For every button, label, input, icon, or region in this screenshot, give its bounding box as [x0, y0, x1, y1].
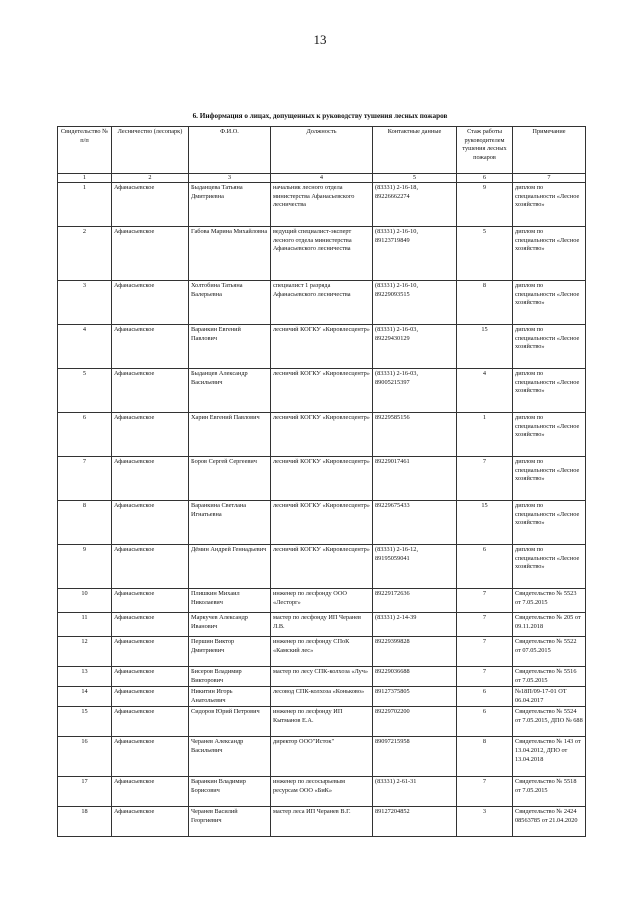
- table-row: [58, 227, 586, 281]
- position-cell: лесничий КОГКУ «Кировлесцентр»: [271, 457, 373, 501]
- row-number: 11: [58, 613, 112, 637]
- name-cell: Варанкин Владимир Борисович: [189, 777, 271, 807]
- name-cell: Холтобина Татьяна Валерьевна: [189, 281, 271, 325]
- position-cell: лесничий КОГКУ «Кировлесцентр»: [271, 325, 373, 369]
- note-cell: Свидетельство № 5522 от 07.05.2015: [513, 637, 586, 667]
- position-cell: инженер по лесосырьевым ресурсам ООО «БиК»: [271, 777, 373, 807]
- column-number: 7: [513, 174, 586, 183]
- position-cell: мастер по лесу СПК-колхоза «Луч»: [271, 667, 373, 687]
- position-cell: мастер леса ИП Черанев В.Г.: [271, 807, 373, 837]
- forestry-cell: Афанасьевское: [112, 369, 189, 413]
- name-cell: Габова Марина Михайловна: [189, 227, 271, 281]
- row-number: 2: [58, 227, 112, 281]
- contacts-cell: 89127204852: [373, 807, 457, 837]
- column-number: 4: [271, 174, 373, 183]
- name-cell: Плишкин Михаил Николаевич: [189, 589, 271, 613]
- row-number: 14: [58, 687, 112, 707]
- contacts-cell: 89097215958: [373, 737, 457, 777]
- row-number: 13: [58, 667, 112, 687]
- row-number: 15: [58, 707, 112, 737]
- experience-cell: 7: [457, 457, 513, 501]
- row-number: 6: [58, 413, 112, 457]
- forestry-cell: Афанасьевское: [112, 613, 189, 637]
- row-number: 1: [58, 183, 112, 227]
- name-cell: Сидоров Юрий Петрович: [189, 707, 271, 737]
- table-row: [58, 183, 586, 227]
- note-cell: Свидетельство № 205 от 09.11.2018: [513, 613, 586, 637]
- forestry-cell: Афанасьевское: [112, 501, 189, 545]
- name-cell: Быданцев Александр Васильевич: [189, 369, 271, 413]
- table-row: [58, 687, 586, 707]
- table-row: [58, 413, 586, 457]
- note-cell: диплом по специальности «Лесное хозяйство»: [513, 413, 586, 457]
- column-header: Должность: [271, 127, 373, 174]
- position-cell: лесничий КОГКУ «Кировлесцентр»: [271, 413, 373, 457]
- table-row: [58, 501, 586, 545]
- note-cell: диплом по специальности «Лесное хозяйство»: [513, 183, 586, 227]
- row-number: 9: [58, 545, 112, 589]
- row-number: 18: [58, 807, 112, 837]
- name-cell: Быданцева Татьяна Дмитриевна: [189, 183, 271, 227]
- contacts-cell: 89229017461: [373, 457, 457, 501]
- name-cell: Дёмин Андрей Геннадьевич: [189, 545, 271, 589]
- column-number: 2: [112, 174, 189, 183]
- position-cell: лесничий КОГКУ «Кировлесцентр»: [271, 545, 373, 589]
- page-number: 13: [313, 32, 327, 47]
- note-cell: диплом по специальности «Лесное хозяйство»: [513, 227, 586, 281]
- note-cell: Свидетельство № 5524 от 7.05.2015, ДПО № 688: [513, 707, 586, 737]
- row-number: 10: [58, 589, 112, 613]
- name-cell: Першин Виктор Дмитриевич: [189, 637, 271, 667]
- forestry-cell: Афанасьевское: [112, 183, 189, 227]
- contacts-cell: 89229172636: [373, 589, 457, 613]
- position-cell: инженер по лесфонду СПоК «Камский лес»: [271, 637, 373, 667]
- note-cell: Свидетельство № 5523 от 7.05.2015: [513, 589, 586, 613]
- note-cell: Свидетельство № 5518 от 7.05.2015: [513, 777, 586, 807]
- forestry-cell: Афанасьевское: [112, 413, 189, 457]
- name-cell: Маркучев Александр Иванович: [189, 613, 271, 637]
- forestry-cell: Афанасьевское: [112, 589, 189, 613]
- position-cell: директор ООО"Исток": [271, 737, 373, 777]
- column-header: Стаж работы руководителем тушения лесных пожаров: [457, 127, 513, 174]
- name-cell: Черанев Александр Васильевич: [189, 737, 271, 777]
- experience-cell: 8: [457, 281, 513, 325]
- row-number: 5: [58, 369, 112, 413]
- name-cell: Никитин Игорь Анатольевич: [189, 687, 271, 707]
- table-row: [58, 545, 586, 589]
- note-cell: Свидетельство № 2424 08563785 от 21.04.2020: [513, 807, 586, 837]
- contacts-cell: (83331) 2-16-18, 89226662274: [373, 183, 457, 227]
- row-number: 7: [58, 457, 112, 501]
- experience-cell: 6: [457, 687, 513, 707]
- experience-cell: 6: [457, 545, 513, 589]
- forestry-cell: Афанасьевское: [112, 737, 189, 777]
- column-number: 3: [189, 174, 271, 183]
- note-cell: диплом по специальности «Лесное хозяйство»: [513, 545, 586, 589]
- row-number: 8: [58, 501, 112, 545]
- section-title: 6. Информация о лицах, допущенных к руководству тушения лесных пожаров: [192, 112, 448, 120]
- column-number: 5: [373, 174, 457, 183]
- experience-cell: 7: [457, 667, 513, 687]
- contacts-cell: (83331) 2-16-10, 89123719849: [373, 227, 457, 281]
- experience-cell: 1: [457, 413, 513, 457]
- forestry-cell: Афанасьевское: [112, 687, 189, 707]
- experience-cell: 4: [457, 369, 513, 413]
- position-cell: начальник лесного отдела министерства Афанасьевского лесничества: [271, 183, 373, 227]
- forestry-cell: Афанасьевское: [112, 227, 189, 281]
- experience-cell: 7: [457, 613, 513, 637]
- table-row: [58, 707, 586, 737]
- note-cell: диплом по специальности «Лесное хозяйство»: [513, 325, 586, 369]
- row-number: 3: [58, 281, 112, 325]
- experience-cell: 3: [457, 807, 513, 837]
- persons-table: [57, 126, 586, 837]
- contacts-cell: (83331) 2-14-39: [373, 613, 457, 637]
- contacts-cell: (83331) 2-16-03, 89229430129: [373, 325, 457, 369]
- experience-cell: 5: [457, 227, 513, 281]
- experience-cell: 9: [457, 183, 513, 227]
- name-cell: Черанев Василий Георгиевич: [189, 807, 271, 837]
- contacts-cell: 89229036688: [373, 667, 457, 687]
- column-header: Лесничество (лесопарк): [112, 127, 189, 174]
- position-cell: инженер по лесфонду ООО «Лесторг»: [271, 589, 373, 613]
- table-row: [58, 325, 586, 369]
- contacts-cell: 89229675433: [373, 501, 457, 545]
- column-header: Ф.И.О.: [189, 127, 271, 174]
- experience-cell: 6: [457, 707, 513, 737]
- position-cell: инженер по лесфонду ИП Кытманов Е.А.: [271, 707, 373, 737]
- contacts-cell: 89229702200: [373, 707, 457, 737]
- column-header: Свидетельство № п/п: [58, 127, 112, 174]
- row-number: 17: [58, 777, 112, 807]
- name-cell: Бисеров Владимир Викторович: [189, 667, 271, 687]
- note-cell: диплом по специальности «Лесное хозяйство»: [513, 369, 586, 413]
- table-row: [58, 807, 586, 837]
- forestry-cell: Афанасьевское: [112, 707, 189, 737]
- position-cell: мастер по лесфонду ИП Черанев Л.В.: [271, 613, 373, 637]
- row-number: 4: [58, 325, 112, 369]
- forestry-cell: Афанасьевское: [112, 457, 189, 501]
- name-cell: Варанкин Евгений Павлович: [189, 325, 271, 369]
- column-number: 6: [457, 174, 513, 183]
- table-row: [58, 589, 586, 613]
- position-cell: лесничий КОГКУ «Кировлесцентр»: [271, 369, 373, 413]
- position-cell: лесовод СПК-колхоза «Коньково»: [271, 687, 373, 707]
- experience-cell: 7: [457, 589, 513, 613]
- row-number: 16: [58, 737, 112, 777]
- note-cell: диплом по специальности «Лесное хозяйство»: [513, 457, 586, 501]
- column-number: 1: [58, 174, 112, 183]
- table-row: [58, 369, 586, 413]
- table-row: [58, 637, 586, 667]
- position-cell: лесничий КОГКУ «Кировлесцентр»: [271, 501, 373, 545]
- note-cell: диплом по специальности «Лесное хозяйство»: [513, 501, 586, 545]
- position-cell: ведущий специалист-эксперт лесного отдела министерства Афанасьевского лесничества: [271, 227, 373, 281]
- table-row: [58, 667, 586, 687]
- name-cell: Боров Сергей Сергеевич: [189, 457, 271, 501]
- forestry-cell: Афанасьевское: [112, 667, 189, 687]
- position-cell: специалист 1 разряда Афанасьевского лесничества: [271, 281, 373, 325]
- forestry-cell: Афанасьевское: [112, 325, 189, 369]
- note-cell: №18П/09-17-01 ОТ 06.04.2017: [513, 687, 586, 707]
- row-number: 12: [58, 637, 112, 667]
- contacts-cell: (83331) 2-16-12, 89195059041: [373, 545, 457, 589]
- column-number-row: [58, 174, 586, 183]
- forestry-cell: Афанасьевское: [112, 637, 189, 667]
- forestry-cell: Афанасьевское: [112, 281, 189, 325]
- table-row: [58, 613, 586, 637]
- forestry-cell: Афанасьевское: [112, 545, 189, 589]
- forestry-cell: Афанасьевское: [112, 777, 189, 807]
- forestry-cell: Афанасьевское: [112, 807, 189, 837]
- table-row: [58, 457, 586, 501]
- table-row: [58, 737, 586, 777]
- contacts-cell: 89229399828: [373, 637, 457, 667]
- experience-cell: 8: [457, 737, 513, 777]
- experience-cell: 15: [457, 325, 513, 369]
- table-row: [58, 281, 586, 325]
- contacts-cell: (83331) 2-61-31: [373, 777, 457, 807]
- contacts-cell: 89127375805: [373, 687, 457, 707]
- experience-cell: 7: [457, 777, 513, 807]
- note-cell: диплом по специальности «Лесное хозяйство»: [513, 281, 586, 325]
- contacts-cell: (83331) 2-16-03, 89005215397: [373, 369, 457, 413]
- contacts-cell: (83331) 2-16-10, 89229093515: [373, 281, 457, 325]
- note-cell: Свидетельство № 143 от 13.04.2012, ДПО от 13.04.2018: [513, 737, 586, 777]
- note-cell: Свидетельство № 5516 от 7.05.2015: [513, 667, 586, 687]
- table-row: [58, 777, 586, 807]
- table-header-row: [58, 127, 586, 174]
- column-header: Контактные данные: [373, 127, 457, 174]
- name-cell: Харин Евгений Павлович: [189, 413, 271, 457]
- experience-cell: 15: [457, 501, 513, 545]
- contacts-cell: 89229585156: [373, 413, 457, 457]
- name-cell: Варанкина Светлана Игнатьевна: [189, 501, 271, 545]
- column-header: Примечание: [513, 127, 586, 174]
- experience-cell: 7: [457, 637, 513, 667]
